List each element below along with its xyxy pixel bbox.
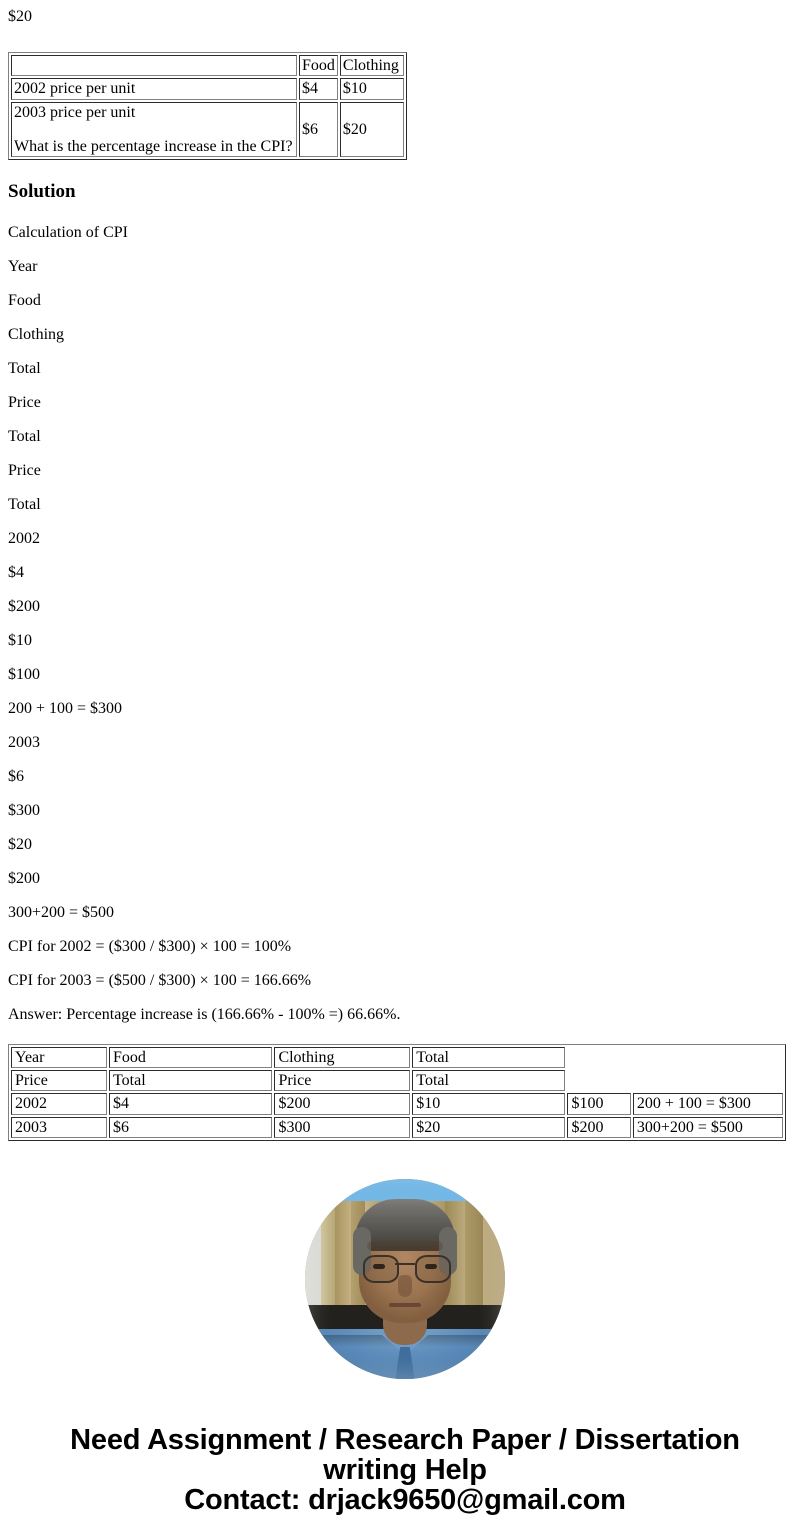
question-row-2003-label-line1: 2003 price per unit [14,103,136,121]
summary-r1-c5: $100 [567,1093,630,1114]
solution-line: 200 + 100 = $300 [8,699,123,717]
summary-r1-c4: $10 [412,1093,565,1114]
summary-r2-c3: $300 [274,1117,410,1138]
spacer [8,203,786,224]
solution-line: Total [8,427,41,445]
table-row [11,1093,783,1114]
summary-r2-c5: $200 [567,1117,630,1138]
summary-r1-c3: $200 [274,1093,410,1114]
question-row-2002-label: 2002 price per unit [11,78,297,99]
solution-line: $6 [8,767,24,785]
spacer [8,42,786,52]
solution-line: Food [8,291,41,309]
solution-line: Total [8,495,41,513]
summary-h1-total: Total [412,1047,565,1068]
spacer [8,25,786,42]
solution-line: $4 [8,563,24,581]
promo-line-2: writing Help [323,1454,487,1487]
solution-line: Clothing [8,325,65,343]
question-table-blank-header [11,55,297,76]
solution-line: $20 [8,835,32,853]
question-row-2002-food: $4 [299,78,338,99]
solution-line: CPI for 2002 = ($300 / $300) × 100 = 100% [8,937,292,955]
summary-r2-c2: $6 [109,1117,272,1138]
solution-line: Price [8,461,41,479]
table-row [11,55,404,76]
photo-vignette [305,1179,505,1379]
table-row [11,1047,783,1068]
avatar [305,1179,505,1379]
promo-contact-line: Contact: drjack9650@gmail.com [184,1484,626,1517]
solution-line: 2002 [8,529,40,547]
summary-h2-total2: Total [412,1070,565,1091]
table-row [11,102,404,158]
solution-line: Answer: Percentage increase is (166.66% - 100% =) 66.66%. [8,1005,401,1023]
solution-line: $10 [8,631,32,649]
solution-line: $100 [8,665,40,683]
solution-line: $200 [8,869,40,887]
summary-h1-food: Food [109,1047,272,1068]
solution-line-list [8,224,786,1023]
summary-h1-clothing: Clothing [274,1047,410,1068]
summary-h2-price: Price [11,1070,107,1091]
summary-r1-c1: 2002 [11,1093,107,1114]
summary-r1-c2: $4 [109,1093,272,1114]
promo-line-1: Need Assignment / Research Paper / Dissertation [70,1424,740,1457]
question-row-2002-clothing: $10 [340,78,404,99]
solution-line: $300 [8,801,40,819]
summary-h1-year: Year [11,1047,107,1068]
solution-heading: Solution [8,181,76,203]
avatar-container [8,1179,794,1379]
promo-footer [8,1425,794,1515]
summary-table [8,1044,786,1141]
solution-line: CPI for 2003 = ($500 / $300) × 100 = 166.66% [8,971,312,989]
top-value-text: $20 [8,8,32,25]
spacer [8,160,786,182]
summary-r2-c1: 2003 [11,1117,107,1138]
question-table-header-clothing: Clothing [340,55,404,76]
table-row [11,1070,783,1091]
solution-line: Price [8,393,41,411]
table-row [11,1117,783,1138]
summary-r2-c6: 300+200 = $500 [633,1117,783,1138]
question-table-header-food: Food [299,55,338,76]
solution-line: Calculation of CPI [8,223,128,241]
question-table [8,52,407,160]
summary-r2-c4: $20 [412,1117,565,1138]
question-prompt-text: What is the percentage increase in the CPI? [14,137,293,155]
summary-h2-filler [633,1070,783,1091]
solution-line: 2003 [8,733,40,751]
summary-r1-c6: 200 + 100 = $300 [633,1093,783,1114]
summary-h2-filler [567,1070,630,1091]
summary-h2-price2: Price [274,1070,410,1091]
question-row-2003-label [11,102,297,158]
solution-line: $200 [8,597,40,615]
question-row-2003-clothing: $20 [340,102,404,158]
summary-h1-filler [633,1047,783,1068]
solution-line: 300+200 = $500 [8,903,115,921]
solution-line: Total [8,359,41,377]
summary-h1-filler [567,1047,630,1068]
summary-h2-total: Total [109,1070,272,1091]
question-row-2003-food: $6 [299,102,338,158]
table-row [11,78,404,99]
solution-line: Year [8,257,38,275]
